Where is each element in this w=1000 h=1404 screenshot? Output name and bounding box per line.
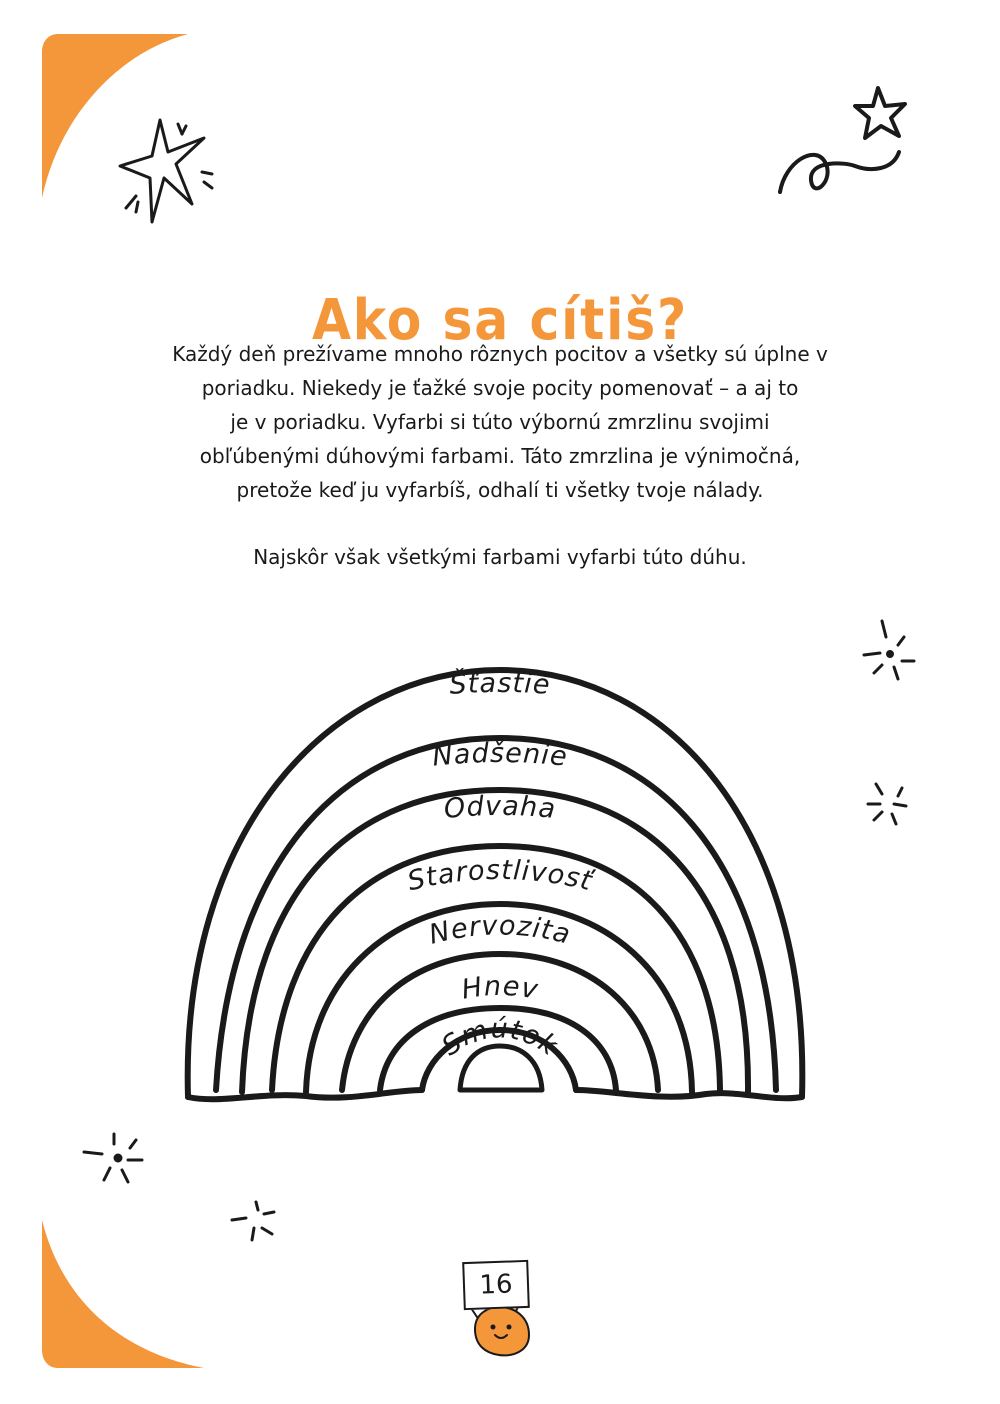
intro-line: Každý deň prežívame mnoho rôznych pocitov a všetky sú úplne v (172, 342, 828, 366)
page-number: 16 (462, 1260, 530, 1310)
intro-paragraph (110, 337, 890, 507)
page-number-badge (455, 1255, 545, 1365)
band-label-stastie: Šťastie (448, 667, 552, 701)
band-label-odvaha: Odvaha (442, 790, 558, 825)
star-icon (112, 112, 217, 230)
page-title: Ako sa cítiš? (311, 287, 689, 353)
coloring-rainbow (160, 650, 840, 1110)
sparkle-icon (858, 615, 920, 685)
intro-line: je v poriadku. Vyfarbi si túto výbornú zmrzlinu svojimi (230, 410, 770, 434)
bottom-left-corner-decoration (40, 1220, 210, 1370)
intro-line: poriadku. Niekedy je ťažké svoje pocity pomenovať – a aj to (201, 376, 799, 400)
band-label-nervozita: Nervozita (426, 910, 575, 951)
band-label-smutok: Smútok (436, 1013, 564, 1063)
sparkle-icon (80, 1130, 148, 1188)
band-label-nadsenie: Nadšenie (430, 737, 570, 773)
sparkle-icon (228, 1198, 280, 1244)
intro-line: obľúbenými dúhovými farbami. Táto zmrzlina je výnimočná, (199, 444, 801, 468)
star-swirl-icon (775, 82, 920, 197)
sparkle-icon (862, 780, 912, 830)
band-label-hnev: Hnev (459, 970, 541, 1006)
band-label-starostlivost: Starostlivosť (404, 854, 596, 898)
intro-line: pretože keď ju vyfarbíš, odhalí ti všetky tvoje nálady. (236, 478, 764, 502)
instruction-text: Najskôr však všetkými farbami vyfarbi túto dúhu. (253, 545, 747, 569)
